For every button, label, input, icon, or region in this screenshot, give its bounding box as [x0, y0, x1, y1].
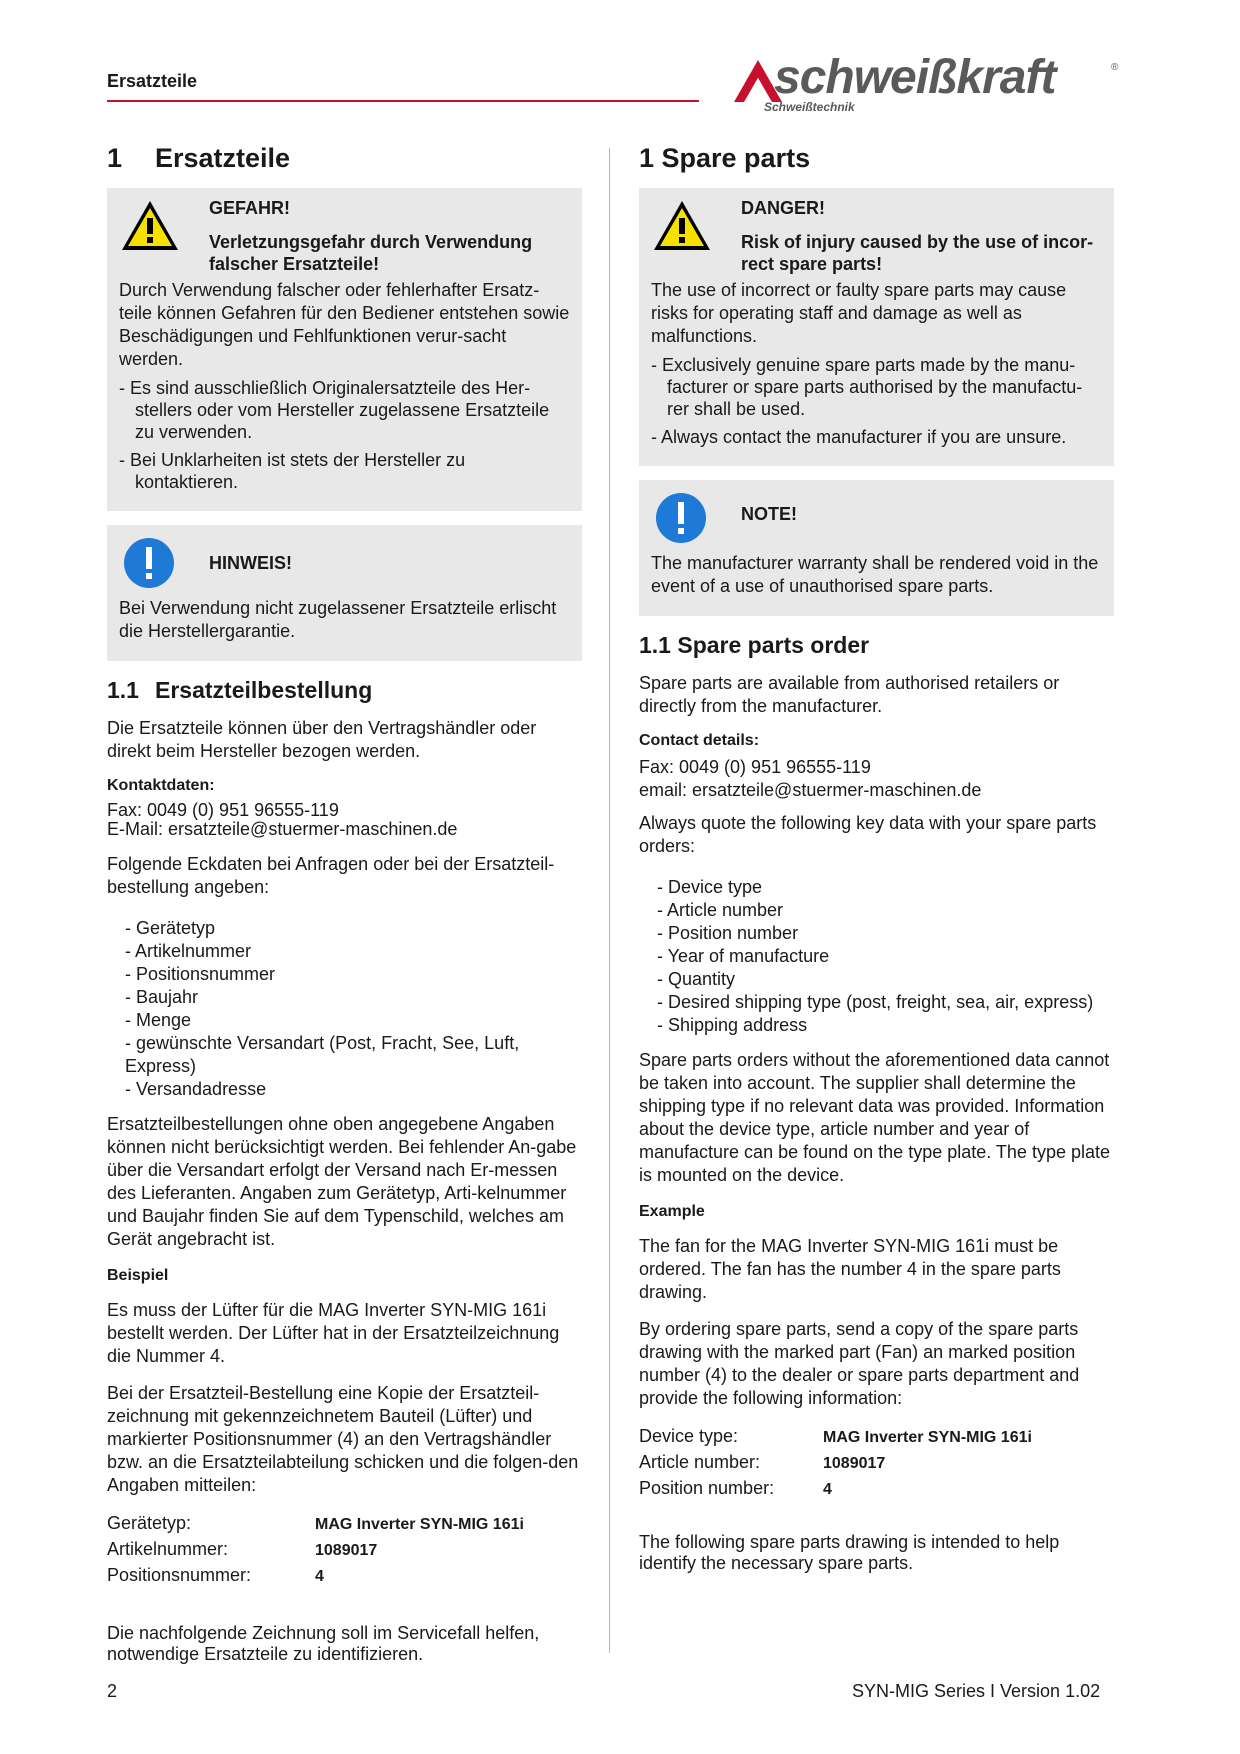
detail-row: Article number: 1089017	[639, 1452, 886, 1472]
closing-text: Die nachfolgende Zeichnung soll im Servicefall helfen, notwendige Ersatzteile zu identifizieren.	[107, 1623, 540, 1664]
key-data-list-en	[657, 876, 1114, 1037]
header-section-title: Ersatzteile	[107, 71, 198, 91]
contact-label: Kontaktdaten:	[107, 777, 215, 794]
danger-title-en: DANGER!	[741, 198, 825, 218]
document-version: SYN-MIG Series I Version 1.02	[852, 1681, 1101, 1701]
example-label-en: Example	[639, 1203, 705, 1220]
closing-text-en: The following spare parts drawing is intended to help identify the necessary spare parts.	[639, 1532, 1060, 1573]
note-body: Bei Verwendung nicht zugelassener Ersatzteile erlischt die Herstellergarantie.	[119, 598, 557, 641]
danger-item: - Es sind ausschließlich Originalersatzteile des Her-stellers oder vom Hersteller zugelassene Ersatzteile zu verwenden.	[119, 378, 550, 442]
example-text-2-en: By ordering spare parts, send a copy of the spare parts drawing with the marked part (Fan) an marked position number (4) to the dealer or spare parts department and provide the following information:	[639, 1319, 1080, 1408]
detail-row: Artikelnummer: 1089017	[107, 1539, 378, 1559]
contact-email-en: email: ersatzteile@stuermer-maschinen.de	[639, 780, 982, 800]
brand-logo	[728, 51, 1119, 114]
missing-info-text-en: Spare parts orders without the aforementioned data cannot be taken into account. The supplier shall determine the shipping type if no relevant data was provided. Information about the device type, article number and year of manufacture can be found on the type plate. The type plate is mounted on the device.	[639, 1050, 1110, 1185]
note-title-en: NOTE!	[741, 504, 797, 524]
danger-title: GEFAHR!	[209, 198, 290, 218]
list-item: - Shipping address	[657, 1015, 808, 1035]
subsection-heading-en: 1.1 Spare parts order	[639, 632, 870, 658]
danger-body-en: The use of incorrect or faulty spare parts may cause risks for operating staff and damage as well as malfunctions.	[651, 280, 1067, 346]
order-details-en	[639, 1424, 1114, 1502]
subsection-title: Ersatzteilbestellung	[155, 677, 373, 703]
detail-row: Position number: 4	[639, 1478, 832, 1498]
detail-row: Device type: MAG Inverter SYN-MIG 161i	[639, 1426, 1032, 1446]
column-english	[639, 140, 1114, 1584]
logo-registered: ®	[1111, 62, 1119, 73]
note-title: HINWEIS!	[209, 553, 292, 573]
column-divider	[609, 148, 610, 1653]
page-number: 2	[107, 1681, 118, 1701]
section-heading	[107, 140, 582, 176]
danger-item-en: - Exclusively genuine spare parts made by the manu-facturer or spare parts authorised by the manufactu-rer shall be used.	[651, 355, 1083, 419]
danger-item-en: - Always contact the manufacturer if you are unsure.	[651, 427, 1067, 447]
list-item: - Baujahr	[125, 987, 199, 1007]
list-item: - Position number	[657, 923, 799, 943]
section-number: 1	[107, 143, 123, 173]
danger-box-en	[639, 188, 1114, 466]
key-data-list	[125, 917, 582, 1101]
logo-wordmark: schweißkraft	[774, 51, 1056, 104]
logo-subtitle: Schweißtechnik	[764, 100, 855, 114]
list-item: - Artikelnummer	[125, 941, 252, 961]
danger-item: - Bei Unklarheiten ist stets der Hersteller zu kontaktieren.	[119, 450, 466, 492]
note-body-en: The manufacturer warranty shall be rendered void in the event of a use of unauthorised spare parts.	[651, 553, 1099, 596]
list-item: - Device type	[657, 877, 763, 897]
danger-body: Durch Verwendung falscher oder fehlerhafter Ersatz-teile können Gefahren für den Bediener entstehen sowie Beschädigungen und Fehlfunktionen verur-sacht werden.	[119, 280, 570, 369]
note-box	[107, 525, 582, 661]
danger-subtitle: Verletzungsgefahr durch Verwendung falscher Ersatzteile!	[209, 232, 533, 274]
header-rule	[107, 100, 699, 102]
section-heading-en: 1 Spare parts	[639, 143, 811, 173]
info-exclamation-icon	[655, 492, 707, 544]
list-item: - Positionsnummer	[125, 964, 276, 984]
column-german	[107, 140, 582, 1675]
example-text-2: Bei der Ersatzteil-Bestellung eine Kopie der Ersatzteil-zeichnung mit gekennzeichnetem Bauteil (Lüfter) und markierter Positionsnummer (4) an den Vertragshändler bzw. an die Ersatzteilabteilung schicken und die folgen-den Angaben mitteilen:	[107, 1383, 579, 1495]
contact-label-en: Contact details:	[639, 732, 760, 749]
list-item: - Menge	[125, 1010, 192, 1030]
warning-icon	[119, 198, 181, 254]
example-label: Beispiel	[107, 1267, 169, 1284]
list-item: - Versandadresse	[125, 1079, 267, 1099]
list-item: - Article number	[657, 900, 784, 920]
list-item: - gewünschte Versandart (Post, Fracht, See, Luft, Express)	[125, 1033, 520, 1076]
note-box-en	[639, 480, 1114, 616]
example-text-1-en: The fan for the MAG Inverter SYN-MIG 161i must be ordered. The fan has the number 4 in the spare parts drawing.	[639, 1236, 1061, 1302]
list-item: - Desired shipping type (post, freight, sea, air, express)	[657, 992, 1094, 1012]
danger-box	[107, 188, 582, 511]
contact-email: E-Mail: ersatzteile@stuermer-maschinen.de	[107, 819, 458, 839]
subsection-heading	[107, 675, 582, 705]
order-intro: Die Ersatzteile können über den Vertragshändler oder direkt beim Hersteller bezogen werden.	[107, 718, 537, 761]
warning-icon	[651, 198, 713, 254]
list-item: - Gerätetyp	[125, 918, 216, 938]
key-data-intro: Folgende Eckdaten bei Anfragen oder bei der Ersatzteil-bestellung angeben:	[107, 854, 555, 897]
list-item: - Year of manufacture	[657, 946, 830, 966]
list-item: - Quantity	[657, 969, 736, 989]
contact-fax: Fax: 0049 (0) 951 96555-119	[107, 800, 339, 820]
missing-info-text: Ersatzteilbestellungen ohne oben angegebene Angaben können nicht berücksichtigt werden. Bei fehlender An-gabe über die Versandart erfolgt der Versand nach Er-messen des Lieferanten. Angaben zum Gerätetyp, Arti-kelnummer und Baujahr finden Sie auf dem Typenschild, welches am Gerät angebracht ist.	[107, 1114, 577, 1249]
detail-row: Positionsnummer: 4	[107, 1565, 324, 1585]
section-title: Ersatzteile	[155, 143, 291, 173]
detail-row: Gerätetyp: MAG Inverter SYN-MIG 161i	[107, 1513, 524, 1533]
example-text-1: Es muss der Lüfter für die MAG Inverter SYN-MIG 161i bestellt werden. Der Lüfter hat in der Ersatzteilzeichnung die Nummer 4.	[107, 1300, 560, 1366]
order-intro-en: Spare parts are available from authorised retailers or directly from the manufacturer.	[639, 673, 1060, 716]
info-exclamation-icon	[123, 537, 175, 589]
key-data-intro-en: Always quote the following key data with your spare parts orders:	[639, 813, 1097, 856]
contact-fax-en: Fax: 0049 (0) 951 96555-119	[639, 757, 871, 777]
order-details	[107, 1511, 582, 1589]
danger-subtitle-en: Risk of injury caused by the use of incor-rect spare parts!	[741, 232, 1094, 274]
subsection-number: 1.1	[107, 677, 139, 703]
